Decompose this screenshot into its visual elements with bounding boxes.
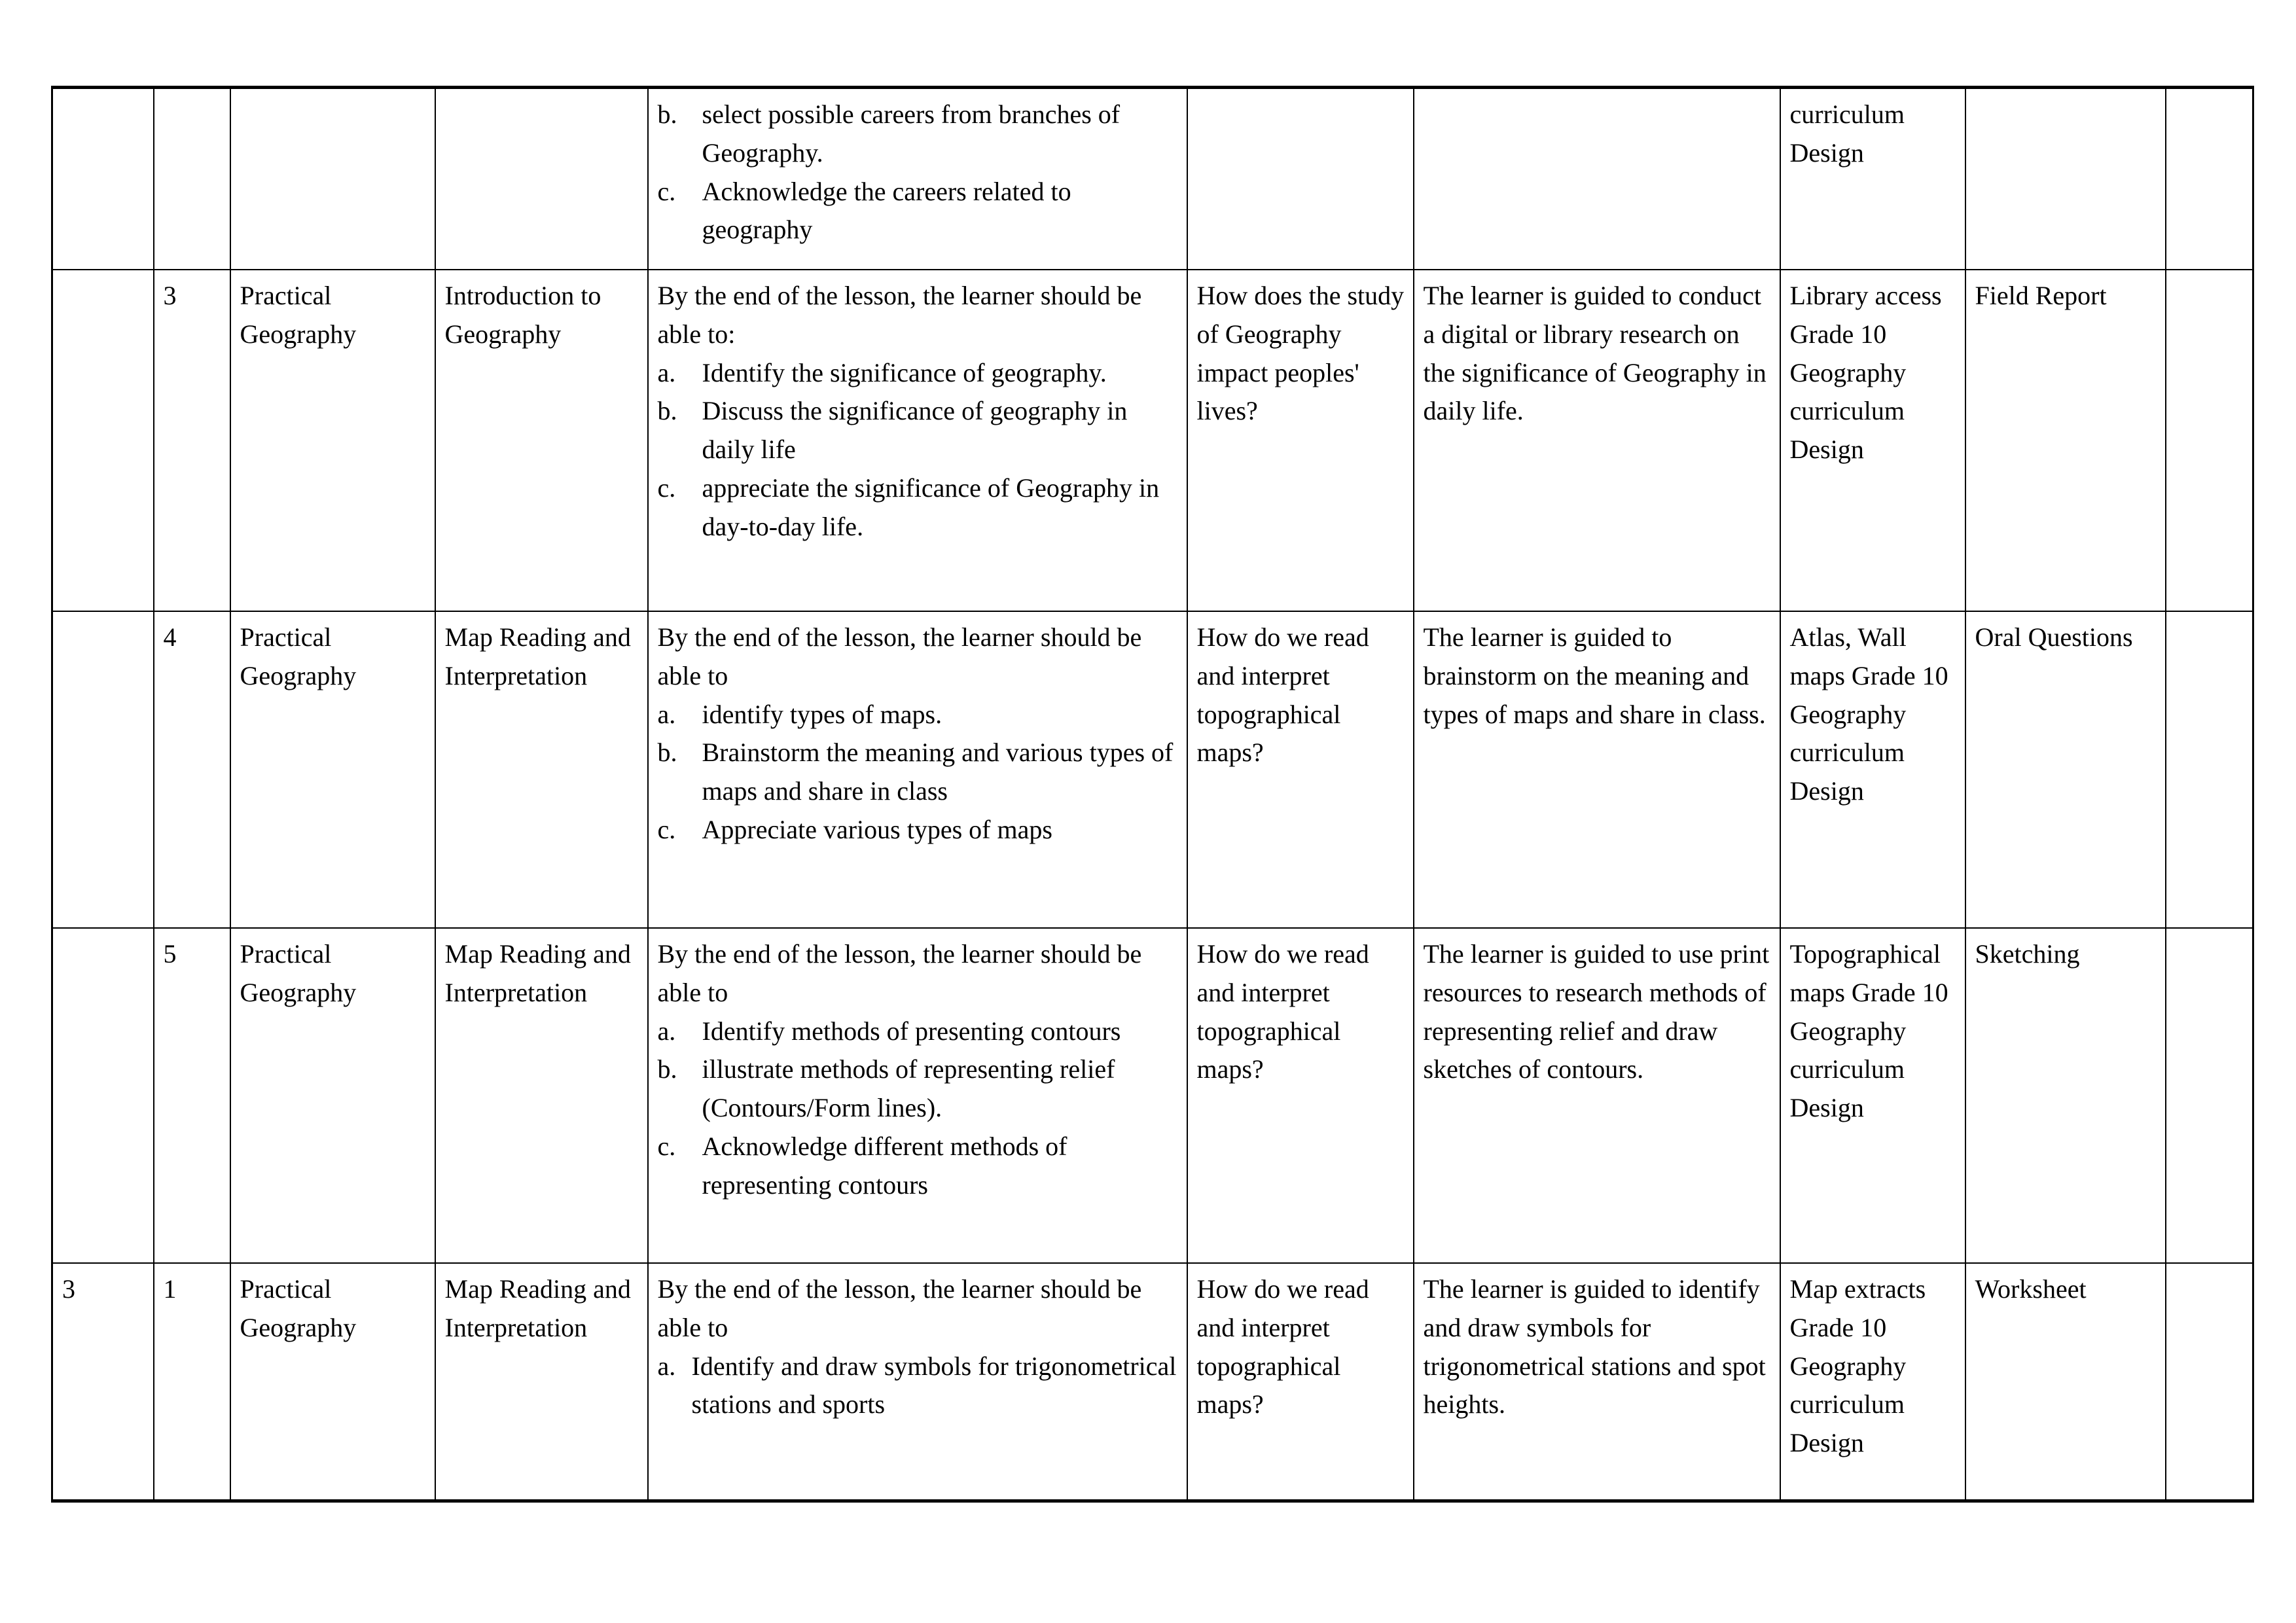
substrand-value: Map Reading and Interpretation: [444, 622, 631, 690]
cell-learning-resources: [1780, 611, 1965, 928]
list-item: [658, 469, 1179, 546]
cell-learning-experiences: [1414, 270, 1780, 611]
cell-assessment: [1965, 928, 2166, 1263]
cell-substrand: [435, 611, 648, 928]
list-marker: b.: [657, 396, 677, 426]
cell-learning-resources: [1780, 1263, 1965, 1501]
cell-key-inquiry: [1187, 928, 1414, 1263]
list-marker: a.: [657, 357, 676, 387]
assessment-value: Oral Questions: [1975, 622, 2133, 652]
assessment-value: Sketching: [1975, 939, 2080, 969]
list-marker: b.: [657, 1054, 677, 1084]
table-row: [52, 88, 2253, 270]
cell-learning-outcomes: [648, 928, 1187, 1263]
cell-week: [52, 88, 154, 270]
cell-strand: [230, 611, 435, 928]
cell-week: [52, 270, 154, 611]
list-item: [658, 173, 1179, 250]
substrand-value: Introduction to Geography: [444, 281, 601, 349]
outcomes-list: [658, 696, 1179, 849]
list-item: [658, 1128, 1179, 1205]
experiences-value: The learner is guided to use print resources to research methods of representing relief and draw sketches of contours.: [1423, 939, 1770, 1084]
list-item: [658, 392, 1179, 469]
cell-week: [52, 928, 154, 1263]
list-text: identify types of maps.: [702, 699, 942, 729]
resources-value: Map extracts Grade 10 Geography curriculum Design: [1789, 1274, 1926, 1458]
list-item: [658, 696, 1179, 734]
assessment-value: Field Report: [1975, 281, 2107, 310]
list-text: Identify methods of presenting contours: [702, 1016, 1121, 1046]
cell-week: [52, 611, 154, 928]
cell-learning-resources: [1780, 88, 1965, 270]
outcomes-lead: By the end of the lesson, the learner should be able to: [657, 939, 1142, 1007]
week-value: 3: [62, 1274, 75, 1304]
table-row: [52, 611, 2253, 928]
table-row: [52, 1263, 2253, 1501]
list-text: select possible careers from branches of Geography.: [702, 99, 1121, 168]
list-marker: a.: [657, 1016, 676, 1046]
list-text: illustrate methods of representing relief (Contours/Form lines).: [702, 1054, 1115, 1123]
outcomes-list: [658, 354, 1179, 546]
outcomes-list: [658, 96, 1179, 249]
list-text: appreciate the significance of Geography in day-to-day life.: [702, 473, 1160, 541]
cell-key-inquiry: [1187, 88, 1414, 270]
list-text: Appreciate various types of maps: [702, 814, 1052, 844]
list-item: [658, 811, 1179, 849]
inquiry-value: How do we read and interpret topographical maps?: [1196, 1274, 1369, 1419]
cell-substrand: [435, 270, 648, 611]
inquiry-value: How does the study of Geography impact peoples' lives?: [1196, 281, 1405, 426]
assessment-value: Worksheet: [1975, 1274, 2087, 1304]
cell-assessment: [1965, 270, 2166, 611]
cell-learning-outcomes: [648, 1263, 1187, 1501]
cell-learning-experiences: [1414, 88, 1780, 270]
cell-learning-outcomes: [648, 88, 1187, 270]
experiences-value: The learner is guided to identify and draw symbols for trigonometrical stations and spot heights.: [1423, 1274, 1766, 1419]
list-marker: c.: [657, 814, 676, 844]
cell-learning-resources: [1780, 270, 1965, 611]
cell-reflection: [2166, 928, 2253, 1263]
list-item: [658, 1050, 1179, 1128]
list-text: Brainstorm the meaning and various types of maps and share in class: [702, 738, 1174, 806]
cell-lesson: [154, 270, 230, 611]
lesson-value: 4: [163, 622, 177, 652]
outcomes-lead: By the end of the lesson, the learner should be able to: [657, 1274, 1142, 1342]
inquiry-value: How do we read and interpret topographical maps?: [1196, 939, 1369, 1084]
list-text: Identify and draw symbols for trigonometrical stations and sports: [691, 1351, 1177, 1419]
list-text: Discuss the significance of geography in daily life: [702, 396, 1128, 465]
list-marker: a.: [657, 1351, 676, 1381]
cell-learning-experiences: [1414, 611, 1780, 928]
cell-lesson: [154, 1263, 230, 1501]
list-marker: c.: [657, 176, 676, 206]
list-item: [658, 96, 1179, 173]
cell-lesson: [154, 928, 230, 1263]
substrand-value: Map Reading and Interpretation: [444, 939, 631, 1007]
list-marker: b.: [657, 99, 677, 129]
list-marker: a.: [657, 699, 676, 729]
list-text: Identify the significance of geography.: [702, 357, 1107, 387]
cell-substrand: [435, 928, 648, 1263]
cell-strand: [230, 88, 435, 270]
inquiry-value: How do we read and interpret topographical maps?: [1196, 622, 1369, 768]
cell-key-inquiry: [1187, 1263, 1414, 1501]
list-text: Acknowledge the careers related to geography: [702, 176, 1071, 245]
cell-substrand: [435, 88, 648, 270]
outcomes-list: [658, 1347, 1179, 1425]
strand-value: Practical Geography: [240, 1274, 357, 1342]
list-item: [658, 1012, 1179, 1051]
cell-lesson: [154, 611, 230, 928]
scheme-of-work-table-wrap: [51, 86, 2252, 1503]
cell-lesson: [154, 88, 230, 270]
cell-strand: [230, 270, 435, 611]
cell-reflection: [2166, 270, 2253, 611]
experiences-value: The learner is guided to conduct a digital or library research on the significance of Geography in daily life.: [1423, 281, 1767, 426]
list-marker: c.: [657, 1131, 676, 1161]
outcomes-list: [658, 1012, 1179, 1205]
cell-reflection: [2166, 88, 2253, 270]
list-item: [658, 1347, 1179, 1425]
cell-learning-outcomes: [648, 270, 1187, 611]
resources-value: Library access Grade 10 Geography curriculum Design: [1789, 281, 1942, 465]
list-item: [658, 734, 1179, 811]
experiences-value: The learner is guided to brainstorm on the meaning and types of maps and share in class.: [1423, 622, 1766, 729]
cell-reflection: [2166, 611, 2253, 928]
cell-learning-experiences: [1414, 928, 1780, 1263]
cell-assessment: [1965, 1263, 2166, 1501]
substrand-value: Map Reading and Interpretation: [444, 1274, 631, 1342]
lesson-value: 1: [163, 1274, 177, 1304]
list-item: [658, 354, 1179, 393]
cell-strand: [230, 1263, 435, 1501]
outcomes-lead: By the end of the lesson, the learner should be able to: [657, 622, 1142, 690]
strand-value: Practical Geography: [240, 939, 357, 1007]
cell-learning-outcomes: [648, 611, 1187, 928]
cell-week: [52, 1263, 154, 1501]
table-row: [52, 928, 2253, 1263]
cell-assessment: [1965, 88, 2166, 270]
cell-assessment: [1965, 611, 2166, 928]
strand-value: Practical Geography: [240, 281, 357, 349]
table-row: [52, 270, 2253, 611]
cell-learning-resources: [1780, 928, 1965, 1263]
cell-learning-experiences: [1414, 1263, 1780, 1501]
list-text: Acknowledge different methods of representing contours: [702, 1131, 1067, 1200]
cell-key-inquiry: [1187, 270, 1414, 611]
cell-key-inquiry: [1187, 611, 1414, 928]
cell-strand: [230, 928, 435, 1263]
lesson-value: 5: [163, 939, 177, 969]
lesson-value: 3: [163, 281, 177, 310]
outcomes-lead: By the end of the lesson, the learner should be able to:: [657, 281, 1142, 349]
cell-reflection: [2166, 1263, 2253, 1501]
list-marker: c.: [657, 473, 676, 503]
strand-value: Practical Geography: [240, 622, 357, 690]
cell-substrand: [435, 1263, 648, 1501]
resources-value: Topographical maps Grade 10 Geography curriculum Design: [1789, 939, 1948, 1123]
resources-value: Atlas, Wall maps Grade 10 Geography curriculum Design: [1789, 622, 1948, 806]
scheme-of-work-table: [51, 86, 2254, 1503]
resources-value: curriculum Design: [1789, 99, 1905, 168]
list-marker: b.: [657, 738, 677, 768]
